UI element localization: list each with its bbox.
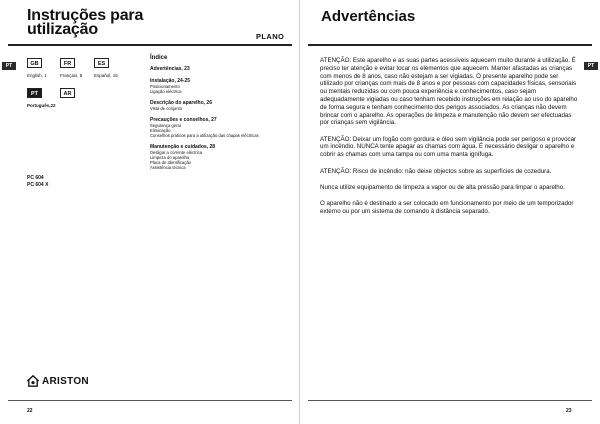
toc-section <box>150 117 290 138</box>
document-title <box>27 9 143 37</box>
toc-item: Eliminação <box>150 128 171 133</box>
lang-caption-fr: Français, 8 <box>60 73 83 78</box>
toc-section <box>150 66 290 72</box>
lang-caption-es: Español, 15 <box>94 73 118 78</box>
table-of-contents <box>150 66 290 176</box>
toc-item: Limpeza do aparelho <box>150 155 190 160</box>
footer-rule <box>8 400 292 401</box>
lang-box-pt[interactable]: PT <box>27 88 42 98</box>
footer-rule <box>308 400 592 401</box>
lang-box-es[interactable]: ES <box>94 58 109 68</box>
title-line-1: Instruções para <box>27 7 144 24</box>
lang-box-fr[interactable]: FR <box>60 58 75 68</box>
toc-section <box>150 144 290 170</box>
language-side-tab: PT <box>584 62 598 70</box>
brand-logo <box>27 375 89 387</box>
title-line-2: utilização <box>27 21 98 38</box>
section-title: Advertências <box>321 8 416 25</box>
ariston-house-icon <box>27 375 39 387</box>
toc-item: Ligação eléctrica <box>150 89 182 94</box>
toc-section <box>150 100 290 111</box>
index-title: Índice <box>150 55 168 61</box>
toc-item: Segurança geral <box>150 123 181 128</box>
toc-section-title[interactable]: Descrição do aparelho, 26 <box>150 100 212 106</box>
toc-section-title[interactable]: Precauções e conselhos, 27 <box>150 117 217 123</box>
model-item: PC 604 <box>27 175 44 181</box>
toc-item: Desligar a corrente eléctrica <box>150 150 203 155</box>
language-side-tab: PT <box>2 62 16 70</box>
toc-item: Placa de Identificação <box>150 160 191 165</box>
page-number: 23 <box>566 408 572 414</box>
warnings-body <box>320 57 582 224</box>
header-rule <box>8 44 292 46</box>
header-rule <box>308 44 592 46</box>
toc-item: Vista de conjunto <box>150 106 183 111</box>
lang-box-ar[interactable]: AR <box>60 88 75 98</box>
lang-caption-gb: English, 1 <box>27 73 47 78</box>
lang-caption-pt: Português,22 <box>27 103 56 108</box>
toc-section-title[interactable]: Instalação, 24-25 <box>150 78 191 84</box>
warning-paragraph: ATENÇÃO: Risco de incêndio: não deixe objectos sobre as superfícies de cozedura. <box>320 167 552 175</box>
model-item: PC 604 X <box>27 182 49 188</box>
model-name: PLANO <box>256 32 285 41</box>
warning-paragraph: Nunca utilize equipamento de limpeza a vapor ou de alta pressão para limpar o aparelho. <box>320 183 565 191</box>
toc-section-title[interactable]: Manutenção e cuidados, 28 <box>150 144 216 150</box>
toc-item: Assistência técnica <box>150 165 186 170</box>
lang-box-gb[interactable]: GB <box>27 58 42 68</box>
model-list <box>27 175 48 189</box>
toc-section-title[interactable]: Advertências, 23 <box>150 66 190 72</box>
brand-name: ARISTON <box>42 375 89 387</box>
right-page <box>300 0 600 424</box>
page-number: 22 <box>27 408 33 414</box>
toc-item: Posicionamento <box>150 84 180 89</box>
warning-paragraph: ATENÇÃO: Este aparelho e as suas partes acessíveis aquecem muito durante a utilização. É preciso ter atenção e evitar tocar os elementos que aquecem. Manter afastadas as crianças com menos de 8 anos, caso não estejam a ser vigiadas. O presente aparelho pode ser utilizado por crianças com mais de 8 anos e por pessoas com capacidades físicas, sensoriais ou mentais reduzidas ou com pouca experiência e conhecimentos, caso sejam adequadamente vigiadas ou caso tenham recebido instruções em relação ao uso do aparelho de forma segura e tenham conhecimento dos perigos associados. As crianças não devem brincar com o aparelho. As operações de limpeza e manutenção não devem ser efectuadas por crianças sem vigilância. <box>320 57 578 127</box>
warning-paragraph: ATENÇÃO: Deixar um fogão com gordura e óleo sem vigilância pode ser perigoso e provocar um incêndio. NUNCA tente apagar as chamas com água. É necessário desligar o aparelho e cobrir as chamas com uma tampa ou com uma manta ignífuga. <box>320 135 577 159</box>
warning-paragraph: O aparelho não é destinado a ser colocado em funcionamento por meio de um temporizador externo ou por um sistema de comando à distância separado. <box>320 200 574 215</box>
toc-item: Conselhos práticos para a utilização das chapas eléctricas <box>150 133 259 138</box>
toc-section <box>150 78 290 94</box>
